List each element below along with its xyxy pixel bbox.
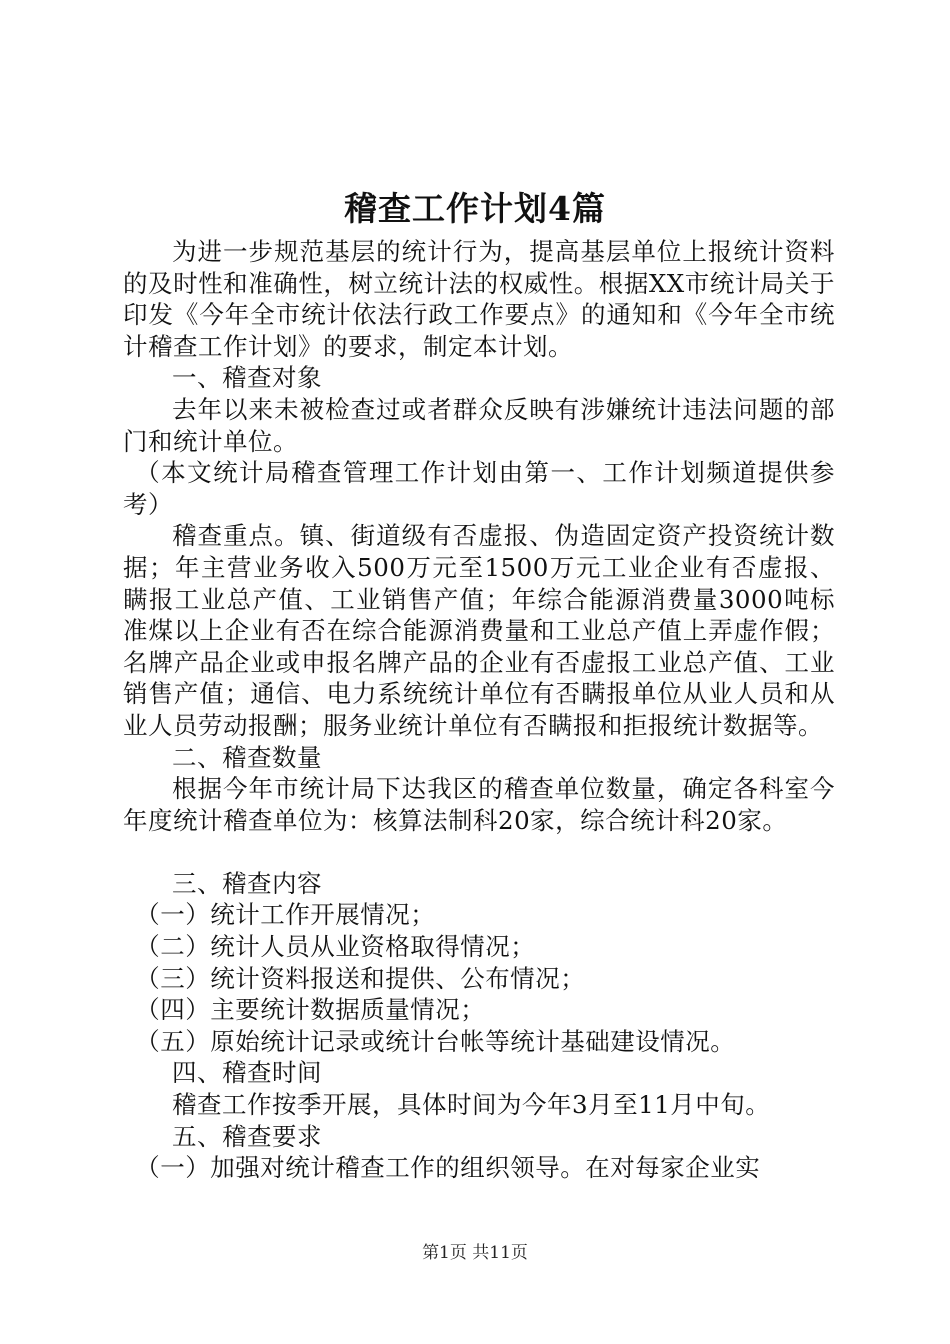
quantity-paragraph: 根据今年市统计局下达我区的稽查单位数量，确定各科室今年度统计稽查单位为：核算法制科20家，综合统计科20家。 [123, 774, 835, 835]
intro-paragraph: 为进一步规范基层的统计行为，提高基层单位上报统计资料的及时性和准确性，树立统计法的权威性。根据XX市统计局关于印发《今年全市统计依法行政工作要点》的通知和《今年全市统计稽查工作计划》的要求，制定本计划。 [123, 237, 835, 361]
section-heading-targets: 一、稽查对象 [172, 363, 322, 393]
content-item-3: （三）统计资料报送和提供、公布情况； [135, 963, 586, 993]
targets-paragraph: 去年以来未被检查过或者群众反映有涉嫌统计违法问题的部门和统计单位。 [123, 394, 835, 456]
content-item-1: （一）统计工作开展情况； [135, 900, 436, 930]
content-item-5: （五）原始统计记录或统计台帐等统计基础建设情况。 [135, 1026, 736, 1056]
page-title: 稽查工作计划4篇 [344, 189, 606, 228]
section-heading-requirements: 五、稽查要求 [172, 1121, 322, 1151]
page-number-footer: 第1页 共11页 [422, 1243, 528, 1263]
time-paragraph: 稽查工作按季开展，具体时间为今年3月至11月中旬。 [172, 1090, 771, 1120]
content-item-4: （四）主要统计数据质量情况； [135, 995, 486, 1025]
document-body [123, 236, 835, 1184]
section-heading-quantity: 二、稽查数量 [172, 742, 322, 772]
section-heading-content: 三、稽查内容 [172, 868, 322, 898]
content-item-2: （二）统计人员从业资格取得情况； [135, 932, 536, 962]
requirements-item-1: （一）加强对统计稽查工作的组织领导。在对每家企业实 [135, 1153, 761, 1183]
blank-line [123, 836, 835, 868]
section-heading-time: 四、稽查时间 [172, 1058, 322, 1088]
source-note-paragraph: （本文统计局稽查管理工作计划由第一、工作计划频道提供参考） [123, 458, 835, 519]
focus-paragraph: 稽查重点。镇、街道级有否虚报、伪造固定资产投资统计数据；年主营业务收入500万元至1500万元工业企业有否虚报、瞒报工业总产值、工业销售产值；年综合能源消费量3000吨标准煤以上企业有否在综合能源消费量和工业总产值上弄虚作假；名牌产品企业或申报名牌产品的企业有否虚报工业总产值、工业销售产值；通信、电力系统统计单位有否瞒报单位从业人员和从业人员劳动报酬；服务业统计单位有否瞒报和拒报统计数据等。 [123, 521, 835, 740]
